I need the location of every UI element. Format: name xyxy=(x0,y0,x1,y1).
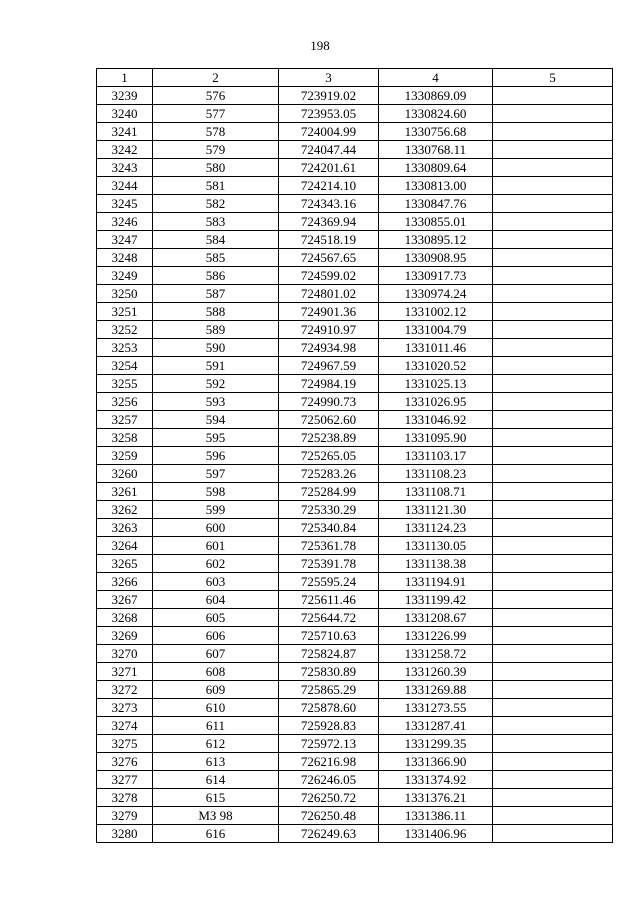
table-body xyxy=(97,87,613,843)
table-cell-col-2: 585 xyxy=(153,249,279,267)
table-cell-col-5 xyxy=(493,411,613,429)
table-cell-col-4: 1331026.95 xyxy=(379,393,493,411)
table-cell-col-1: 3276 xyxy=(97,753,153,771)
table-cell-col-2: 598 xyxy=(153,483,279,501)
table-cell-col-5 xyxy=(493,249,613,267)
table-cell-col-5 xyxy=(493,825,613,843)
table-cell-col-4: 1330974.24 xyxy=(379,285,493,303)
table-cell-col-1: 3251 xyxy=(97,303,153,321)
table-cell-col-1: 3249 xyxy=(97,267,153,285)
table-row xyxy=(97,339,613,357)
table-cell-col-5 xyxy=(493,537,613,555)
table-cell-col-3: 724518.19 xyxy=(279,231,379,249)
table-cell-col-4: 1331002.12 xyxy=(379,303,493,321)
table-row xyxy=(97,699,613,717)
table-cell-col-4: 1331020.52 xyxy=(379,357,493,375)
table-cell-col-2: 576 xyxy=(153,87,279,105)
table-cell-col-4: 1330824.60 xyxy=(379,105,493,123)
table-cell-col-2: 596 xyxy=(153,447,279,465)
table-cell-col-1: 3248 xyxy=(97,249,153,267)
table-cell-col-2: 613 xyxy=(153,753,279,771)
table-cell-col-2: 591 xyxy=(153,357,279,375)
table-cell-col-2: 580 xyxy=(153,159,279,177)
table-row xyxy=(97,105,613,123)
table-cell-col-2: 609 xyxy=(153,681,279,699)
table-cell-col-3: 724004.99 xyxy=(279,123,379,141)
table-cell-col-1: 3278 xyxy=(97,789,153,807)
table-row xyxy=(97,375,613,393)
table-cell-col-5 xyxy=(493,519,613,537)
table-row xyxy=(97,519,613,537)
table-cell-col-3: 725062.60 xyxy=(279,411,379,429)
table-cell-col-2: 593 xyxy=(153,393,279,411)
table-cell-col-1: 3264 xyxy=(97,537,153,555)
table-row xyxy=(97,501,613,519)
table-cell-col-4: 1331121.30 xyxy=(379,501,493,519)
table-cell-col-2: 582 xyxy=(153,195,279,213)
table-cell-col-1: 3239 xyxy=(97,87,153,105)
table-cell-col-3: 724984.19 xyxy=(279,375,379,393)
table-cell-col-5 xyxy=(493,753,613,771)
table-cell-col-2: 602 xyxy=(153,555,279,573)
table-cell-col-3: 725830.89 xyxy=(279,663,379,681)
table-cell-col-2: 603 xyxy=(153,573,279,591)
table-cell-col-2: 590 xyxy=(153,339,279,357)
table-cell-col-2: 581 xyxy=(153,177,279,195)
column-header-2: 2 xyxy=(153,69,279,87)
table-cell-col-5 xyxy=(493,807,613,825)
table-row xyxy=(97,447,613,465)
table-row xyxy=(97,483,613,501)
table-cell-col-3: 725644.72 xyxy=(279,609,379,627)
table-cell-col-4: 1331226.99 xyxy=(379,627,493,645)
table-cell-col-4: 1331046.92 xyxy=(379,411,493,429)
table-cell-col-1: 3280 xyxy=(97,825,153,843)
table-row xyxy=(97,465,613,483)
table-cell-col-5 xyxy=(493,339,613,357)
table-cell-col-5 xyxy=(493,663,613,681)
table-row xyxy=(97,735,613,753)
table-cell-col-2: 597 xyxy=(153,465,279,483)
table-cell-col-4: 1330847.76 xyxy=(379,195,493,213)
table-row xyxy=(97,87,613,105)
table-row xyxy=(97,717,613,735)
table-cell-col-4: 1331103.17 xyxy=(379,447,493,465)
table-cell-col-1: 3241 xyxy=(97,123,153,141)
table-cell-col-4: 1331138.38 xyxy=(379,555,493,573)
table-cell-col-4: 1331199.42 xyxy=(379,591,493,609)
table-cell-col-5 xyxy=(493,789,613,807)
table-cell-col-3: 725238.89 xyxy=(279,429,379,447)
table-cell-col-3: 724901.36 xyxy=(279,303,379,321)
table-cell-col-4: 1331011.46 xyxy=(379,339,493,357)
coordinates-table xyxy=(96,68,613,843)
table-cell-col-1: 3252 xyxy=(97,321,153,339)
table-cell-col-3: 725878.60 xyxy=(279,699,379,717)
table-cell-col-4: 1331406.96 xyxy=(379,825,493,843)
table-cell-col-3: 726216.98 xyxy=(279,753,379,771)
table-row xyxy=(97,789,613,807)
table-cell-col-3: 725330.29 xyxy=(279,501,379,519)
table-cell-col-1: 3261 xyxy=(97,483,153,501)
table-cell-col-2: 594 xyxy=(153,411,279,429)
table-cell-col-5 xyxy=(493,609,613,627)
table-cell-col-3: 724343.16 xyxy=(279,195,379,213)
column-header-4: 4 xyxy=(379,69,493,87)
table-cell-col-3: 724934.98 xyxy=(279,339,379,357)
table-cell-col-5 xyxy=(493,429,613,447)
table-row xyxy=(97,591,613,609)
table-cell-col-3: 725284.99 xyxy=(279,483,379,501)
table-cell-col-2: 577 xyxy=(153,105,279,123)
table-row xyxy=(97,555,613,573)
table-cell-col-5 xyxy=(493,501,613,519)
table-cell-col-4: 1331108.23 xyxy=(379,465,493,483)
table-cell-col-1: 3260 xyxy=(97,465,153,483)
table-cell-col-5 xyxy=(493,627,613,645)
table-cell-col-1: 3250 xyxy=(97,285,153,303)
table-cell-col-3: 725265.05 xyxy=(279,447,379,465)
table-cell-col-3: 723919.02 xyxy=(279,87,379,105)
table-cell-col-1: 3247 xyxy=(97,231,153,249)
table-row xyxy=(97,627,613,645)
table-cell-col-2: 611 xyxy=(153,717,279,735)
table-cell-col-2: 599 xyxy=(153,501,279,519)
table-cell-col-2: 608 xyxy=(153,663,279,681)
table-cell-col-4: 1331260.39 xyxy=(379,663,493,681)
table-row xyxy=(97,537,613,555)
table-cell-col-4: 1331124.23 xyxy=(379,519,493,537)
table-cell-col-4: 1330917.73 xyxy=(379,267,493,285)
table-cell-col-5 xyxy=(493,717,613,735)
table-cell-col-1: 3274 xyxy=(97,717,153,735)
column-header-3: 3 xyxy=(279,69,379,87)
table-cell-col-2: 610 xyxy=(153,699,279,717)
table-cell-col-5 xyxy=(493,357,613,375)
table-cell-col-3: 726249.63 xyxy=(279,825,379,843)
table-cell-col-3: 724369.94 xyxy=(279,213,379,231)
table-row xyxy=(97,573,613,591)
table-row xyxy=(97,825,613,843)
table-cell-col-5 xyxy=(493,105,613,123)
table-cell-col-2: 607 xyxy=(153,645,279,663)
table-row xyxy=(97,681,613,699)
table-cell-col-1: 3246 xyxy=(97,213,153,231)
table-cell-col-3: 725972.13 xyxy=(279,735,379,753)
table-cell-col-3: 724201.61 xyxy=(279,159,379,177)
table-cell-col-1: 3259 xyxy=(97,447,153,465)
table-cell-col-5 xyxy=(493,267,613,285)
table-cell-col-1: 3265 xyxy=(97,555,153,573)
table-cell-col-2: 595 xyxy=(153,429,279,447)
table-cell-col-4: 1331386.11 xyxy=(379,807,493,825)
table-cell-col-1: 3257 xyxy=(97,411,153,429)
table-cell-col-4: 1331095.90 xyxy=(379,429,493,447)
table-cell-col-4: 1331208.67 xyxy=(379,609,493,627)
table-cell-col-4: 1330908.95 xyxy=(379,249,493,267)
table-cell-col-4: 1331366.90 xyxy=(379,753,493,771)
table-cell-col-3: 725361.78 xyxy=(279,537,379,555)
column-header-1: 1 xyxy=(97,69,153,87)
table-cell-col-2: 614 xyxy=(153,771,279,789)
table-cell-col-4: 1331004.79 xyxy=(379,321,493,339)
table-cell-col-4: 1330895.12 xyxy=(379,231,493,249)
table-cell-col-2: 605 xyxy=(153,609,279,627)
table-cell-col-5 xyxy=(493,393,613,411)
table-cell-col-1: 3256 xyxy=(97,393,153,411)
table-cell-col-5 xyxy=(493,591,613,609)
table-cell-col-4: 1331269.88 xyxy=(379,681,493,699)
table-cell-col-3: 726250.72 xyxy=(279,789,379,807)
table-row xyxy=(97,231,613,249)
table-cell-col-5 xyxy=(493,177,613,195)
table-cell-col-4: 1331258.72 xyxy=(379,645,493,663)
table-cell-col-3: 724047.44 xyxy=(279,141,379,159)
table-row xyxy=(97,411,613,429)
table-cell-col-3: 725865.29 xyxy=(279,681,379,699)
table-cell-col-5 xyxy=(493,447,613,465)
table-cell-col-5 xyxy=(493,159,613,177)
column-header-5: 5 xyxy=(493,69,613,87)
table-row xyxy=(97,771,613,789)
table-cell-col-3: 724214.10 xyxy=(279,177,379,195)
table-cell-col-1: 3275 xyxy=(97,735,153,753)
table-row xyxy=(97,159,613,177)
table-cell-col-4: 1331194.91 xyxy=(379,573,493,591)
table-cell-col-1: 3240 xyxy=(97,105,153,123)
table-cell-col-2: 616 xyxy=(153,825,279,843)
table-row xyxy=(97,141,613,159)
table-cell-col-3: 726250.48 xyxy=(279,807,379,825)
table-cell-col-2: 612 xyxy=(153,735,279,753)
table-cell-col-3: 724967.59 xyxy=(279,357,379,375)
table-cell-col-1: 3270 xyxy=(97,645,153,663)
table-cell-col-2: 586 xyxy=(153,267,279,285)
table-cell-col-2: 587 xyxy=(153,285,279,303)
table-cell-col-1: 3279 xyxy=(97,807,153,825)
table-cell-col-1: 3269 xyxy=(97,627,153,645)
table-cell-col-3: 724990.73 xyxy=(279,393,379,411)
table-row xyxy=(97,807,613,825)
table-cell-col-5 xyxy=(493,87,613,105)
table-cell-col-5 xyxy=(493,681,613,699)
table-cell-col-1: 3244 xyxy=(97,177,153,195)
table-cell-col-4: 1330756.68 xyxy=(379,123,493,141)
table-cell-col-2: 606 xyxy=(153,627,279,645)
table-cell-col-5 xyxy=(493,303,613,321)
table-row xyxy=(97,177,613,195)
table-cell-col-3: 725595.24 xyxy=(279,573,379,591)
table-cell-col-2: 578 xyxy=(153,123,279,141)
table-row xyxy=(97,663,613,681)
table-row xyxy=(97,303,613,321)
table-cell-col-5 xyxy=(493,771,613,789)
table-row xyxy=(97,609,613,627)
table-cell-col-3: 725391.78 xyxy=(279,555,379,573)
table-cell-col-4: 1330813.00 xyxy=(379,177,493,195)
table-cell-col-5 xyxy=(493,231,613,249)
table-cell-col-1: 3268 xyxy=(97,609,153,627)
table-cell-col-4: 1331287.41 xyxy=(379,717,493,735)
table-cell-col-3: 725710.63 xyxy=(279,627,379,645)
table-cell-col-2: 579 xyxy=(153,141,279,159)
table-row xyxy=(97,753,613,771)
table-cell-col-1: 3267 xyxy=(97,591,153,609)
table-row xyxy=(97,213,613,231)
table-cell-col-5 xyxy=(493,285,613,303)
table-cell-col-2: 600 xyxy=(153,519,279,537)
table-cell-col-5 xyxy=(493,555,613,573)
table-cell-col-5 xyxy=(493,465,613,483)
table-cell-col-2: 604 xyxy=(153,591,279,609)
table-cell-col-5 xyxy=(493,123,613,141)
table-cell-col-2: 584 xyxy=(153,231,279,249)
table-cell-col-3: 725340.84 xyxy=(279,519,379,537)
table-cell-col-4: 1331025.13 xyxy=(379,375,493,393)
table-cell-col-1: 3258 xyxy=(97,429,153,447)
table-cell-col-5 xyxy=(493,321,613,339)
table-cell-col-1: 3253 xyxy=(97,339,153,357)
table-cell-col-4: 1331273.55 xyxy=(379,699,493,717)
table-cell-col-1: 3273 xyxy=(97,699,153,717)
table-cell-col-1: 3277 xyxy=(97,771,153,789)
table-row xyxy=(97,321,613,339)
table-cell-col-2: 588 xyxy=(153,303,279,321)
table-cell-col-5 xyxy=(493,699,613,717)
table-cell-col-3: 724599.02 xyxy=(279,267,379,285)
table-cell-col-5 xyxy=(493,735,613,753)
table-cell-col-3: 725824.87 xyxy=(279,645,379,663)
table-cell-col-5 xyxy=(493,213,613,231)
table-cell-col-4: 1331299.35 xyxy=(379,735,493,753)
table-cell-col-4: 1331108.71 xyxy=(379,483,493,501)
table-row xyxy=(97,393,613,411)
table-cell-col-2: 592 xyxy=(153,375,279,393)
table-cell-col-1: 3272 xyxy=(97,681,153,699)
table-cell-col-4: 1330809.64 xyxy=(379,159,493,177)
table-cell-col-3: 725611.46 xyxy=(279,591,379,609)
table-cell-col-3: 726246.05 xyxy=(279,771,379,789)
table-cell-col-4: 1330855.01 xyxy=(379,213,493,231)
page-number: 198 xyxy=(310,38,330,53)
table-header xyxy=(97,69,613,87)
table-cell-col-1: 3266 xyxy=(97,573,153,591)
table-cell-col-3: 723953.05 xyxy=(279,105,379,123)
table-cell-col-1: 3271 xyxy=(97,663,153,681)
table-cell-col-1: 3263 xyxy=(97,519,153,537)
table-cell-col-1: 3243 xyxy=(97,159,153,177)
table-cell-col-2: МЗ 98 xyxy=(153,807,279,825)
table-cell-col-5 xyxy=(493,573,613,591)
table-cell-col-1: 3254 xyxy=(97,357,153,375)
table-cell-col-4: 1331374.92 xyxy=(379,771,493,789)
table-cell-col-5 xyxy=(493,483,613,501)
table-cell-col-2: 589 xyxy=(153,321,279,339)
table-row xyxy=(97,357,613,375)
table-cell-col-3: 725928.83 xyxy=(279,717,379,735)
table-cell-col-3: 724910.97 xyxy=(279,321,379,339)
table-cell-col-1: 3255 xyxy=(97,375,153,393)
table-row xyxy=(97,429,613,447)
table-cell-col-5 xyxy=(493,375,613,393)
table-cell-col-4: 1331130.05 xyxy=(379,537,493,555)
table-row xyxy=(97,123,613,141)
table-row xyxy=(97,249,613,267)
table-cell-col-5 xyxy=(493,141,613,159)
table-cell-col-3: 725283.26 xyxy=(279,465,379,483)
table-cell-col-3: 724801.02 xyxy=(279,285,379,303)
table-cell-col-4: 1330768.11 xyxy=(379,141,493,159)
table-cell-col-3: 724567.65 xyxy=(279,249,379,267)
table-cell-col-5 xyxy=(493,645,613,663)
table-cell-col-1: 3262 xyxy=(97,501,153,519)
table-cell-col-5 xyxy=(493,195,613,213)
table-cell-col-2: 615 xyxy=(153,789,279,807)
table-row xyxy=(97,195,613,213)
table-row xyxy=(97,645,613,663)
table-cell-col-2: 601 xyxy=(153,537,279,555)
table-cell-col-2: 583 xyxy=(153,213,279,231)
header-row xyxy=(97,69,613,87)
table-cell-col-4: 1331376.21 xyxy=(379,789,493,807)
table-row xyxy=(97,267,613,285)
table-cell-col-4: 1330869.09 xyxy=(379,87,493,105)
table-row xyxy=(97,285,613,303)
table-cell-col-1: 3245 xyxy=(97,195,153,213)
table-cell-col-1: 3242 xyxy=(97,141,153,159)
